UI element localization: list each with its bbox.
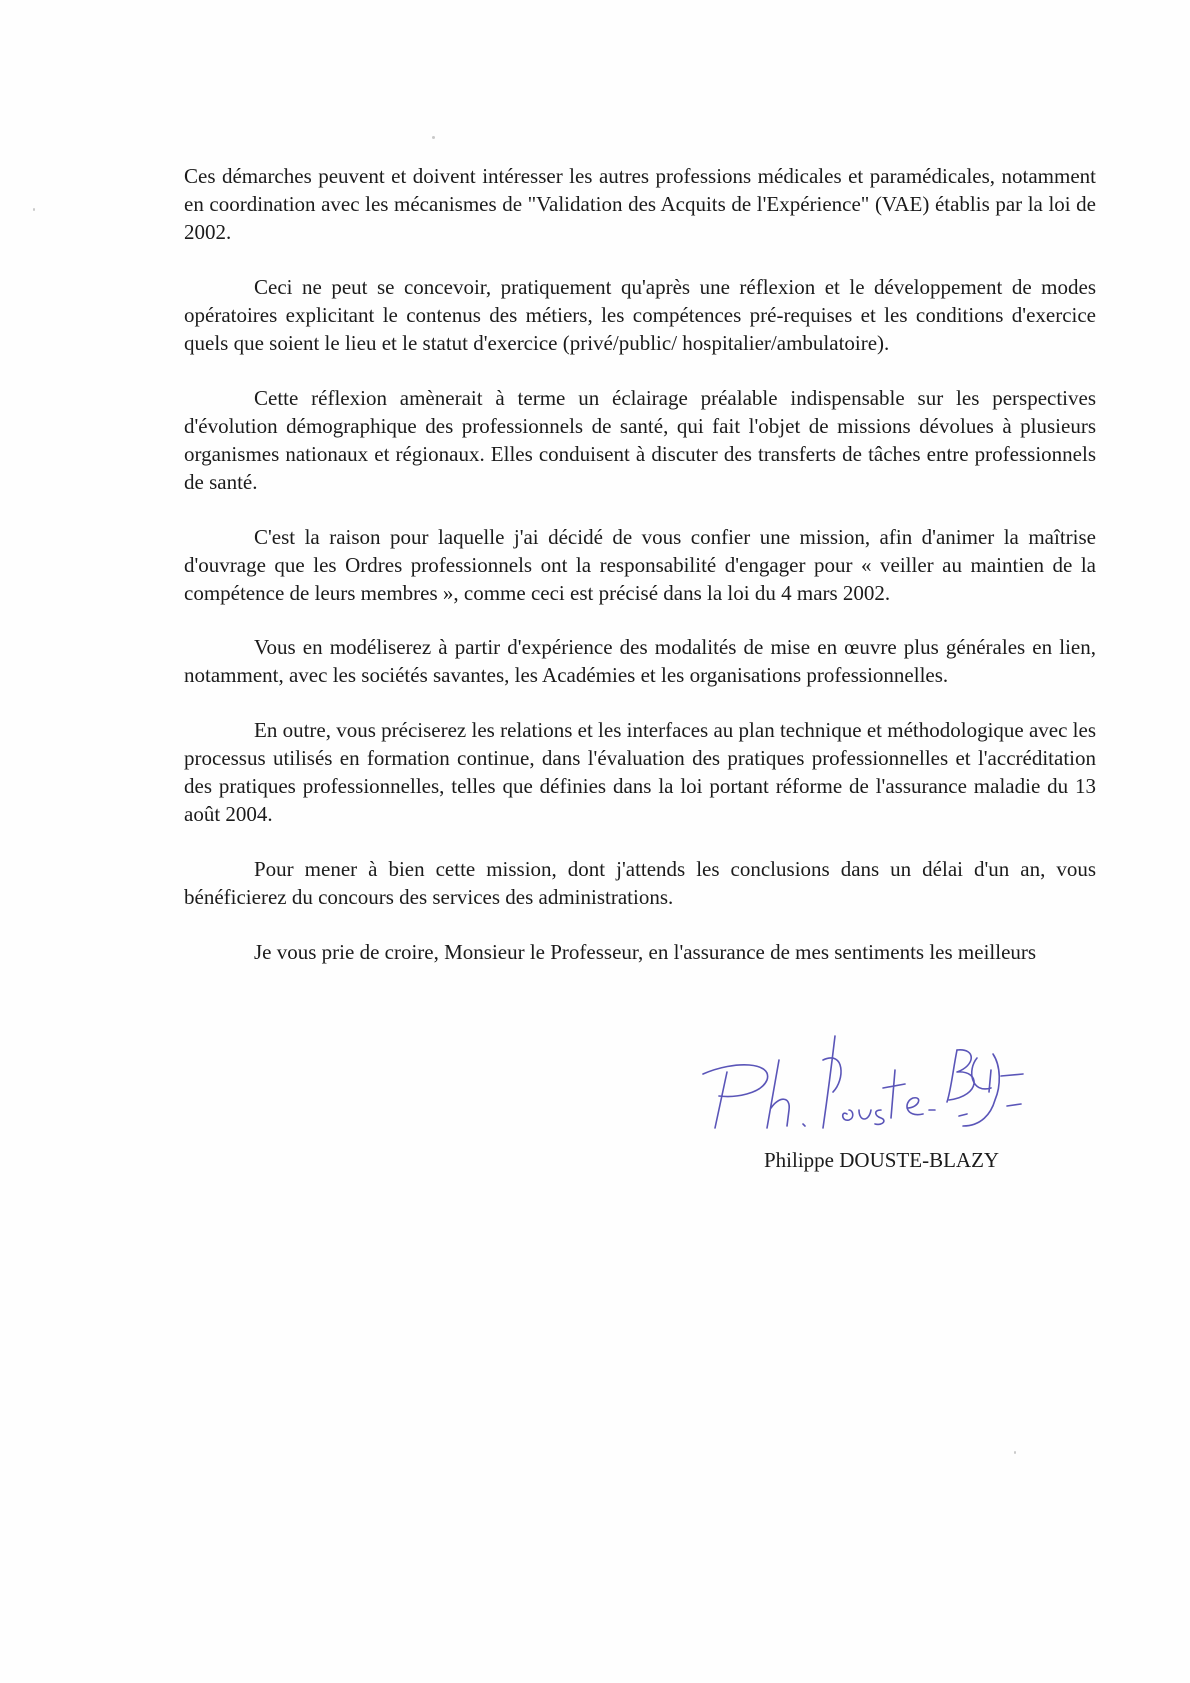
paragraph-5: Vous en modéliserez à partir d'expérience des modalités de mise en œuvre plus générales en lien, notamment, avec les sociétés savantes, les Académies et les organisations professionnelles. [184, 635, 1096, 687]
paragraph-3: Cette réflexion amènerait à terme un éclairage préalable indispensable sur les perspectives d'évolution démographique des professionnels de santé, qui fait l'objet de missions dévolues à plusieurs organismes nationaux et régionaux. Elles conduisent à discuter des transferts de tâches entre professionnels de santé. [184, 386, 1096, 494]
signer-name: Philippe DOUSTE-BLAZY [764, 1148, 1000, 1172]
paragraph-4: C'est la raison pour laquelle j'ai décidé de vous confier une mission, afin d'animer la maîtrise d'ouvrage que les Ordres professionnels ont la responsabilité d'engager pour « veiller au maintien de la compétence de leurs membres », comme ceci est précisé dans la loi du 4 mars 2002. [184, 525, 1096, 605]
paragraph-2: Ceci ne peut se concevoir, pratiquement qu'après une réflexion et le développement de modes opératoires explicitant le contenus des métiers, les compétences pré-requises et les conditions d'exercice quels que soient le lieu et le statut d'exercice (privé/public/ hospitalier/ambulatoire). [184, 275, 1096, 355]
paragraph-7: Pour mener à bien cette mission, dont j'attends les conclusions dans un délai d'un an, vous bénéficierez du concours des services des administrations. [184, 857, 1096, 909]
letter-body [184, 162, 1096, 966]
scan-speck [432, 136, 435, 139]
closing-formula: Je vous prie de croire, Monsieur le Professeur, en l'assurance de mes sentiments les meilleurs [254, 940, 1037, 964]
scan-speck [33, 208, 35, 211]
paragraph-1: Ces démarches peuvent et doivent intéresser les autres professions médicales et paramédicales, notamment en coordination avec les mécanismes de "Validation des Acquits de l'Expérience" (VAE) établis par la loi de 2002. [184, 164, 1096, 244]
handwritten-signature [695, 1030, 1025, 1140]
paragraph-6: En outre, vous préciserez les relations et les interfaces au plan technique et méthodologique avec les processus utilisés en formation continue, dans l'évaluation des pratiques professionnelles et l'accréditation des pratiques professionnelles, telles que définies dans la loi portant réforme de l'assurance maladie du 13 août 2004. [184, 718, 1097, 826]
scan-speck [1014, 1451, 1016, 1454]
